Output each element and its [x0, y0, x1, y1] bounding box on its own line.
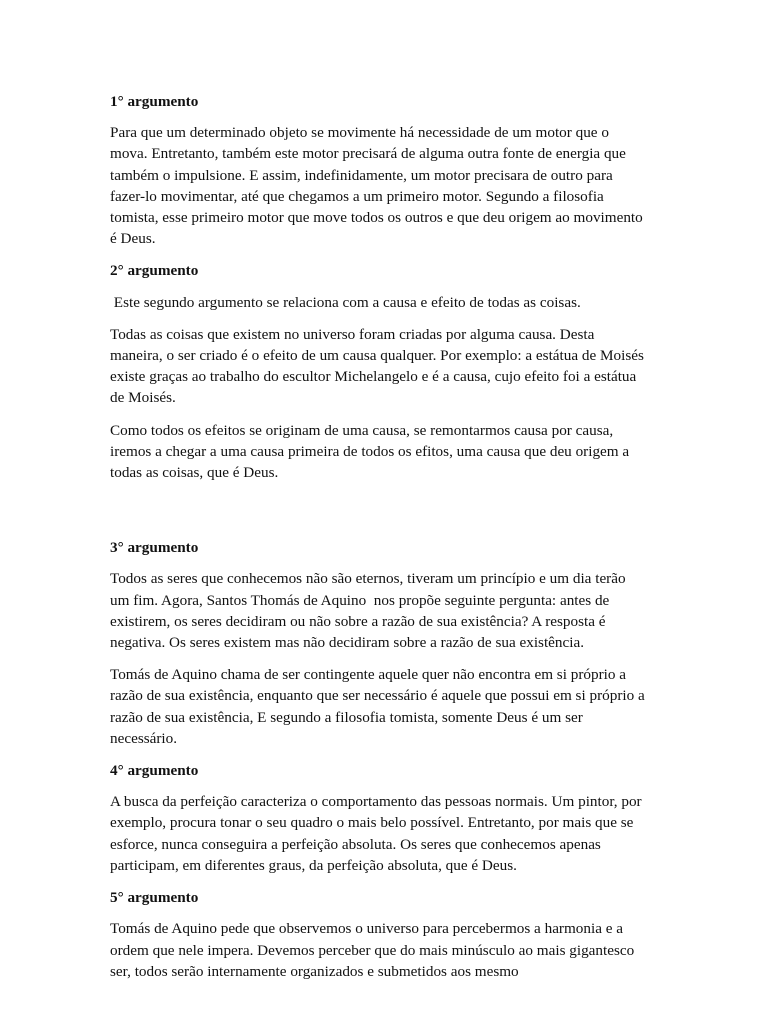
section-heading: 5° argumento [110, 889, 199, 907]
document-body [110, 91, 670, 993]
text-line: Tomás de Aquino chama de ser contingente aquele quer não encontra em si próprio a [110, 666, 626, 684]
text-line: mova. Entretanto, também este motor precisará de alguma outra fonte de energia que [110, 145, 626, 163]
text-line: Todos as seres que conhecemos não são eternos, tiveram um princípio e um dia terão [110, 570, 626, 588]
text-line: é Deus. [110, 230, 156, 248]
text-line: Tomás de Aquino pede que observemos o universo para percebermos a harmonia e a [110, 920, 624, 938]
section-heading: 2° argumento [110, 262, 199, 280]
text-line: participam, em diferentes graus, da perfeição absoluta, que é Deus. [110, 856, 517, 874]
section-heading: 4° argumento [110, 762, 199, 780]
paragraph [110, 420, 670, 484]
text-line: de Moisés. [110, 389, 176, 407]
section-argument-3 [110, 537, 670, 749]
text-line: exemplo, procura tonar o seu quadro o mais belo possível. Entretanto, por mais que se [110, 814, 634, 832]
text-line: tomista, esse primeiro motor que move todos os outros e que deu origem ao movimento [110, 209, 643, 227]
section-argument-5 [110, 887, 670, 982]
text-line: ordem que nele impera. Devemos perceber que do mais minúsculo ao mais gigantesco [110, 941, 635, 959]
text-line: iremos a chegar a uma causa primeira de todos os efitos, uma causa que deu origem a [110, 442, 630, 460]
text-line: todas as coisas, que é Deus. [110, 464, 279, 482]
blank-space [110, 494, 670, 537]
text-line: Todas as coisas que existem no universo foram criadas por alguma causa. Desta [110, 325, 595, 343]
paragraph [110, 324, 670, 409]
text-line: razão de sua existência, enquanto que ser necessário é aquele que possui em si próprio a [110, 687, 645, 705]
text-line: razão de sua existência, E segundo a filosofia tomista, somente Deus é um ser [110, 708, 583, 726]
text-line: existirem, os seres decidiram ou não sobre a razão de sua existência? A resposta é [110, 612, 606, 630]
paragraph [110, 664, 670, 749]
text-line: negativa. Os seres existem mas não decidiram sobre a razão de sua existência. [110, 634, 585, 652]
text-line: existe graças ao trabalho do escultor Michelangelo e é a causa, cujo efeito foi a estátua [110, 368, 637, 386]
text-line: fazer-lo movimentar, até que chegamos a um primeiro motor. Segundo a filosofia [110, 187, 604, 205]
text-line: ser, todos serão internamente organizados e submetidos aos mesmo [110, 962, 519, 980]
text-line: Como todos os efeitos se originam de uma causa, se remontarmos causa por causa, [110, 421, 614, 439]
section-argument-4 [110, 760, 670, 876]
text-line: também o impulsione. E assim, indefinidamente, um motor precisara de outro para [110, 166, 613, 184]
text-line: Este segundo argumento se relaciona com a causa e efeito de todas as coisas. [110, 293, 581, 311]
section-argument-2 [110, 260, 670, 483]
paragraph [110, 918, 670, 982]
text-line: A busca da perfeição caracteriza o comportamento das pessoas normais. Um pintor, por [110, 793, 642, 811]
paragraph [110, 568, 670, 653]
paragraph [110, 122, 670, 249]
section-heading: 3° argumento [110, 539, 199, 557]
text-line: Para que um determinado objeto se movimente há necessidade de um motor que o [110, 124, 609, 142]
text-line: um fim. Agora, Santos Thomás de Aquino nos propõe seguinte pergunta: antes de [110, 591, 610, 609]
text-line: necessário. [110, 729, 178, 747]
text-line: esforce, nunca conseguira a perfeição absoluta. Os seres que conhecemos apenas [110, 835, 601, 853]
section-heading: 1° argumento [110, 93, 199, 110]
section-argument-1 [110, 91, 670, 249]
text-line: maneira, o ser criado é o efeito de um causa qualquer. Por exemplo: a estátua de Moisés [110, 347, 644, 365]
paragraph [110, 791, 670, 876]
paragraph [110, 292, 670, 313]
